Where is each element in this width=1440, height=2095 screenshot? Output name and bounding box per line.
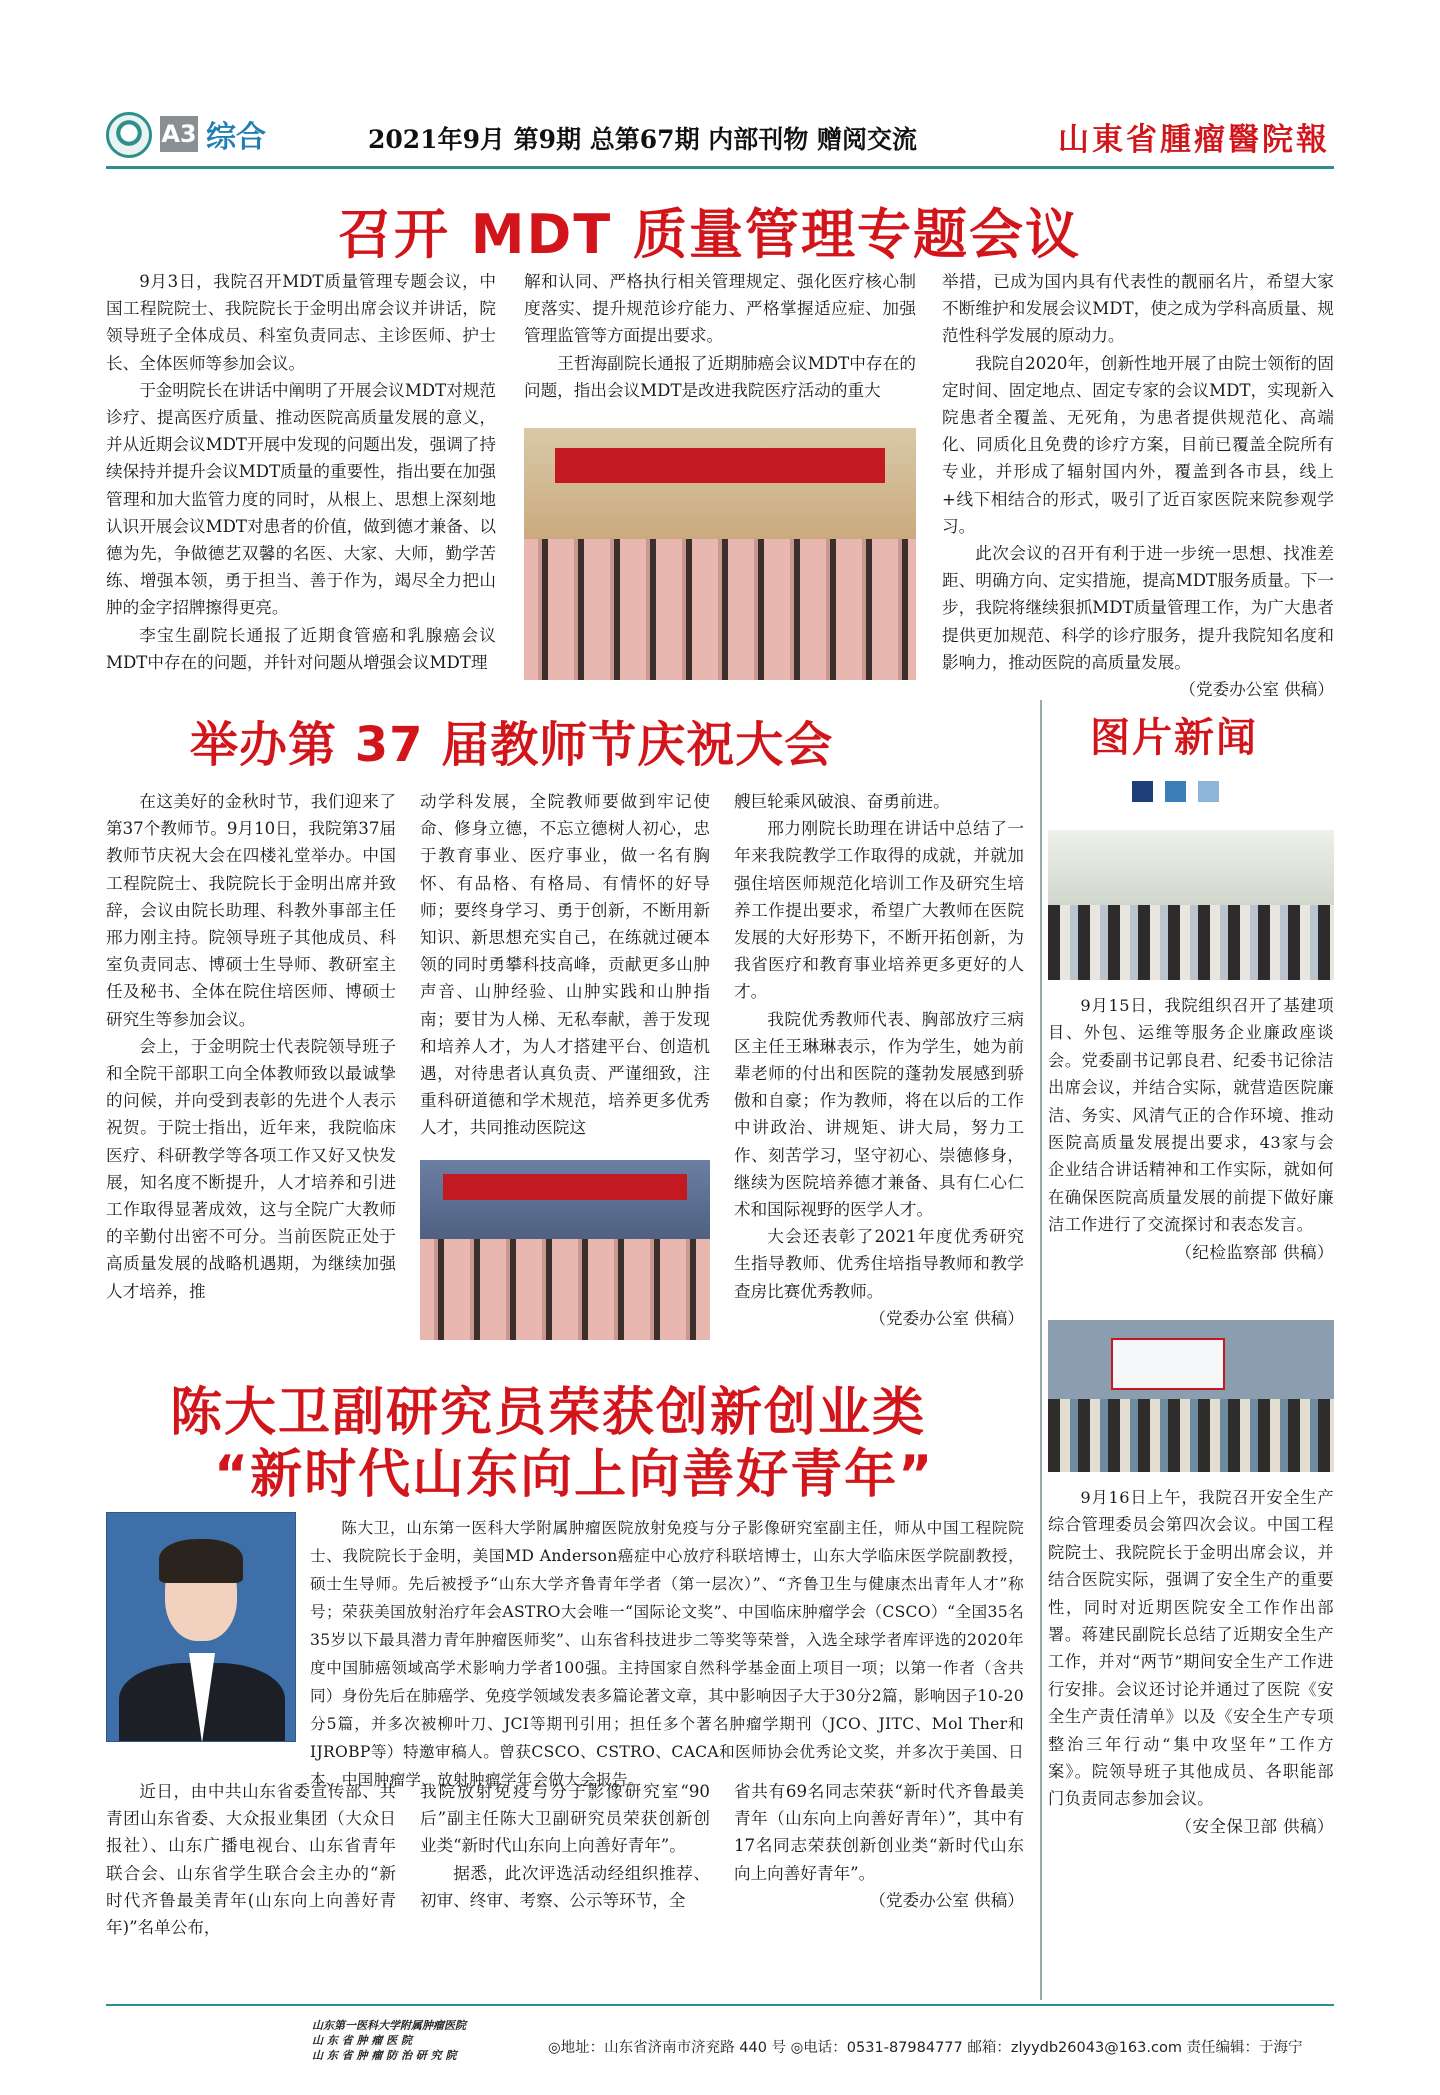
teacher-paragraph: 大会还表彰了2021年度优秀研究生指导教师、优秀住培指导教师和教学查房比赛优秀教师。 — [734, 1227, 1024, 1301]
teacher-credit: （党委办公室 供稿） — [869, 1308, 1024, 1328]
publisher-line: 山 东 省 肿 瘤 医 院 — [312, 2034, 412, 2047]
chen-paragraph: 近日，由中共山东省委宣传部、共青团山东省委、大众报业集团（大众日报社）、山东广播电视台、山东省青年联合会、山东省学生联合会主办的“新时代齐鲁最美青年(山东向上向善好青年)”名单公布， — [106, 1782, 396, 1938]
header-divider — [106, 166, 1334, 169]
chen-paragraph: 省共有69名同志荣获“新时代齐鲁最美青年（山东向上向善好青年）”，其中有17名同志荣获创新创业类“新时代山东向上向善好青年”。 — [734, 1782, 1024, 1883]
teacher-paragraph: 邢力刚院长助理在讲话中总结了一年来我院教学工作取得的成就，并就加强住培医师规范化培训工作及研究生培养工作提出要求，希望广大教师在医院发展的大好形势下，不断开拓创新，为我省医疗和教育事业培养更多更好的人才。 — [734, 819, 1024, 1002]
picture-caption-2 — [1048, 1484, 1334, 1841]
teacher-paragraph: 艘巨轮乘风破浪、奋勇前进。 — [734, 792, 950, 811]
chen-dawei-portrait — [106, 1512, 296, 1742]
page-number-tag: A3 — [160, 116, 198, 152]
column-divider — [1040, 700, 1042, 2000]
chen-column-1 — [106, 1778, 396, 1941]
mdt-meeting-photo — [524, 428, 916, 680]
teacher-paragraph: 我院优秀教师代表、胸部放疗三病区主任王琳琳表示，作为学生，她为前辈老师的付出和医院的蓬勃发展感到骄傲和自豪；作为教师，将在以后的工作中讲政治、讲规矩、讲大局，努力工作、刻苦学习，坚守初心、崇德修身，继续为医院培养德才兼备、具有仁心仁术和国际视野的医学人才。 — [734, 1009, 1024, 1220]
square-icon — [1132, 781, 1153, 802]
mdt-paragraph: 9月3日，我院召开MDT质量管理专题会议，中国工程院院士、我院院长于金明出席会议并讲话，院领导班子全体成员、科室负责同志、主诊医师、护士长、全体医师等参加会议。 — [106, 272, 496, 373]
mdt-paragraph: 我院自2020年，创新性地开展了由院士领衔的固定时间、固定地点、固定专家的会议MDT，实现新入院患者全覆盖、无死角，为患者提供规范化、高端化、同质化且免费的诊疗方案，目前已覆盖全院所有专业，并形成了辐射国内外，覆盖到各市县，线上+线下相结合的形式，吸引了近百家医院来院参观学习。 — [942, 353, 1334, 536]
publisher-line: 山 东 省 肿 瘤 防 治 研 究 院 — [312, 2049, 457, 2062]
picture-credit-2: （安全保卫部 供稿） — [1175, 1816, 1334, 1836]
teacher-day-headline: 举办第 37 届教师节庆祝大会 — [190, 717, 834, 773]
caption-text: 9月15日，我院组织召开了基建项目、外包、运维等服务企业廉政座谈会。党委副书记郭良君、纪委书记徐洁出席会议，并结合实际，就营造医院廉洁、务实、风清气正的合作环境、推动医院高质量发展提出要求，43家与会企业结合讲话精神和工作实际，就如何在确保医院高质量发展的前提下做好廉洁工作进行了交流探讨和表态发言。 — [1048, 996, 1334, 1235]
mdt-paragraph: 王哲海副院长通报了近期肺癌会议MDT中存在的问题，指出会议MDT是改进我院医疗活动的重大 — [524, 353, 916, 400]
chen-paragraph: 据悉，此次评选活动经组织推荐、初审、终审、考察、公示等环节，全 — [420, 1863, 710, 1910]
mdt-column-3 — [942, 268, 1334, 704]
mdt-paragraph: 李宝生副院长通报了近期食管癌和乳腺癌会议MDT中存在的问题，并针对问题从增强会议MDT理 — [106, 625, 496, 672]
mdt-column-2 — [524, 268, 916, 404]
footer-contact-info: ◎地址：山东省济南市济兖路 440 号 ◎电话：0531-87984777 邮箱：zlyydb26043@163.com 责任编辑：于海宁 — [548, 2040, 1303, 2056]
publisher-line: 山东第一医科大学附属肿瘤医院 — [312, 2019, 466, 2032]
safety-meeting-photo — [1048, 1320, 1334, 1472]
picture-caption-1 — [1048, 992, 1334, 1267]
issue-info: 2021年9月 第9期 总第67期 内部刊物 赠阅交流 — [368, 125, 917, 154]
teacher-paragraph: 会上，于金明院士代表院领导班子和全院干部职工向全体教师致以最诚挚的问候，并向受到表彰的先进个人表示祝贺。于院士指出，近年来，我院临床医疗、科研教学等各项工作又好又快发展，知名度不断提升，人才培养和引进工作取得显著成效，这与全院广大教师的辛勤付出密不可分。当前医院正处于高质量发展的战略机遇期，为继续加强人才培养，推 — [106, 1036, 396, 1301]
picture-news-heading: 图片新闻 — [1090, 715, 1258, 761]
mdt-credit: （党委办公室 供稿） — [1179, 680, 1334, 700]
mdt-paragraph: 此次会议的召开有利于进一步统一思想、找准差距、明确方向、定实措施，提高MDT服务质量。下一步，我院将继续狠抓MDT质量管理工作，为广大患者提供更加规范、科学的诊疗服务，提升我院知名度和影响力，推动医院的高质量发展。 — [942, 544, 1334, 672]
mdt-paragraph: 举措，已成为国内具有代表性的靓丽名片，希望大家不断维护和发展会议MDT，使之成为学科高质量、规范性科学发展的原动力。 — [942, 272, 1334, 346]
chen-credit: （党委办公室 供稿） — [869, 1890, 1024, 1910]
hospital-logo-icon — [106, 112, 152, 158]
square-icon — [1165, 781, 1186, 802]
teacher-paragraph: 在这美好的金秋时节，我们迎来了第37个教师节。9月10日，我院第37届教师节庆祝大会在四楼礼堂举办。中国工程院院士、我院院长于金明出席并致辞，会议由院长助理、科教外事部主任邢力刚主持。院领导班子其他成员、科室负责同志、博硕士生导师、教研室主任及秘书、全体在院住培医师、博硕士研究生等参加会议。 — [106, 792, 396, 1029]
square-icon — [1198, 781, 1219, 802]
mdt-paragraph: 解和认同、严格执行相关管理规定、强化医疗核心制度落实、提升规范诊疗能力、严格掌握适应症、加强管理监管等方面提出要求。 — [524, 272, 916, 346]
section-name: 综合 — [206, 120, 266, 155]
teacher-column-3 — [734, 788, 1024, 1333]
chen-paragraph: 我院放射免疫与分子影像研究室“90后”副主任陈大卫副研究员荣获创新创业类“新时代山东向上向善好青年”。 — [420, 1782, 710, 1856]
chen-headline-line-1: 陈大卫副研究员荣获创新创业类 — [170, 1383, 927, 1443]
teacher-day-photo — [420, 1160, 710, 1340]
publisher-organizations — [312, 2018, 466, 2063]
integrity-meeting-photo — [1048, 830, 1334, 980]
picture-news-decoration — [1132, 781, 1231, 806]
picture-credit-1: （纪检监察部 供稿） — [1175, 1242, 1334, 1262]
teacher-paragraph: 动学科发展，全院教师要做到牢记使命、修身立德，不忘立德树人初心，忠于教育事业、医疗事业，做一名有胸怀、有品格、有格局、有情怀的好导师；要终身学习、勇于创新，不断用新知识、新思想充实自己，在练就过硬本领的同时勇攀科技高峰，贡献更多山肿声音、山肿经验、山肿实践和山肿指南；要甘为人梯、无私奉献，善于发现和培养人才，为人才搭建平台、创造机遇，对待患者认真负责、严谨细致，注重科研道德和学术规范，培养更多优秀人才，共同推动医院这 — [420, 792, 710, 1138]
teacher-column-1 — [106, 788, 396, 1305]
chen-column-2 — [420, 1778, 710, 1914]
chen-biography: 陈大卫，山东第一医科大学附属肿瘤医院放射免疫与分子影像研究室副主任，师从中国工程院院士、我院院长于金明，美国MD Anderson癌症中心放疗科联培博士，山东大学临床医学院副教授，硕士生导师。先后被授予“山东大学齐鲁青年学者（第一层次）”、“齐鲁卫生与健康杰出青年人才”称号；荣获美国放射治疗年会ASTRO大会唯一“国际论文奖”、中国临床肿瘤学会（CSCO）“全国35名35岁以下最具潜力青年肿瘤医师奖”、山东省科技进步二等奖等荣誉，入选全球学者库评选的2020年度中国肺癌领域高学术影响力学者100强。主持国家自然科学基金面上项目一项；以第一作者（含共同）身份先后在肺癌学、免疫学领域发表多篇论著文章，其中影响因子大于30分2篇，影响因子10-20分5篇，并多次被柳叶刀、JCI等期刊引用；担任多个著名肿瘤学期刊（JCO、JITC、Mol Ther和IJROBP等）特邀审稿人。曾获CSCO、CSTRO、CACA和医师协会优秀论文奖，并多次于美国、日本、中国肿瘤学、放射肿瘤学年会做大会报告。 — [310, 1519, 1024, 1789]
mdt-headline: 召开 MDT 质量管理专题会议 — [338, 203, 1081, 266]
teacher-column-2 — [420, 788, 710, 1142]
chen-column-3 — [734, 1778, 1024, 1915]
chen-headline-line-2: “新时代山东向上向善好青年” — [214, 1445, 935, 1505]
footer-divider — [106, 2004, 1334, 2006]
mdt-column-1 — [106, 268, 496, 676]
mdt-paragraph: 于金明院长在讲话中阐明了开展会议MDT对规范诊疗、提高医疗质量、推动医院高质量发展的意义，并从近期会议MDT开展中发现的问题出发，强调了持续保持并提升会议MDT质量的重要性，指出要在加强管理和加大监管力度的同时，从根上、思想上深刻地认识开展会议MDT对患者的价值，做到德才兼备、以德为先，争做德艺双馨的名医、大家、大师，勤学苦练、增强本领，勇于担当、善于作为，竭尽全力把山肿的金字招牌擦得更亮。 — [106, 380, 496, 618]
newspaper-masthead: 山東省腫瘤醫院報 — [1058, 122, 1330, 158]
caption-text: 9月16日上午，我院召开安全生产综合管理委员会第四次会议。中国工程院院士、我院院长于金明出席会议，并结合医院实际，强调了安全生产的重要性，同时对近期医院安全工作作出部署。蒋建民副院长总结了近期安全生产工作，并对“两节”期间安全生产工作进行安排。会议还讨论并通过了医院《安全生产责任清单》以及《安全生产专项整治三年行动“集中攻坚年”工作方案》。院领导班子其他成员、各职能部门负责同志参加会议。 — [1048, 1488, 1334, 1809]
